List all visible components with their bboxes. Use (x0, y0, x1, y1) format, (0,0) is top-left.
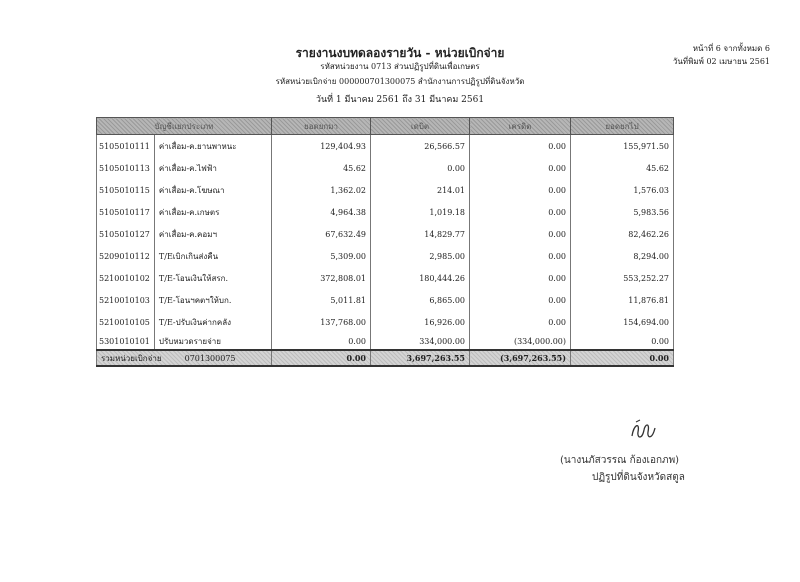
account-name: T/E-โอนฯคตฯให้บก. (154, 289, 271, 311)
credit-value: 0.00 (470, 201, 571, 223)
brought-forward-value: 372,808.01 (272, 267, 371, 289)
account-name: ค่าเสื่อม-ค.โฆษณา (154, 179, 271, 201)
account-name: T/E-ปรับเงินค่ากคลัง (154, 311, 271, 333)
total-brought-forward: 0.00 (272, 350, 371, 366)
account-name: ค่าเสื่อม-ค.ยานพาหนะ (154, 135, 271, 158)
brought-forward-value: 4,964.38 (272, 201, 371, 223)
table-row (97, 157, 674, 179)
table-header-row (97, 118, 674, 135)
carried-forward-value: 154,694.00 (571, 311, 674, 333)
debit-value: 14,829.77 (371, 223, 470, 245)
total-label-cell (97, 350, 272, 366)
total-label: รวมหน่วยเบิกจ่าย (101, 353, 162, 363)
total-row (97, 350, 674, 366)
account-code: 5210010103 (97, 289, 155, 311)
table-row (97, 201, 674, 223)
account-name: ค่าเสื่อม-ค.ไฟฟ้า (154, 157, 271, 179)
account-name: ค่าเสื่อม-ค.เกษตร (154, 201, 271, 223)
account-code: 5210010102 (97, 267, 155, 289)
account-code: 5301010101 (97, 333, 155, 350)
account-name: T/E-โอนเงินให้สรก. (154, 267, 271, 289)
carried-forward-value: 45.62 (571, 157, 674, 179)
trial-balance-table (96, 117, 674, 367)
signatory-name: (นางนภัสวรรณ ก้องเอกภพ) (560, 455, 680, 466)
debit-value: 1,019.18 (371, 201, 470, 223)
credit-value: 0.00 (470, 223, 571, 245)
debit-value: 214.01 (371, 179, 470, 201)
account-name: ปรับหมวดรายจ่าย (154, 333, 271, 350)
account-code: 5105010111 (97, 135, 155, 158)
brought-forward-value: 5,309.00 (272, 245, 371, 267)
header-credit: เครดิต (470, 118, 571, 135)
brought-forward-value: 5,011.81 (272, 289, 371, 311)
header-debit: เดบิต (371, 118, 470, 135)
table-row (97, 267, 674, 289)
brought-forward-value: 0.00 (272, 333, 371, 350)
date-range-line: วันที่ 1 มีนาคม 2561 ถึง 31 มีนาคม 2561 (315, 95, 485, 105)
table-row (97, 135, 674, 158)
brought-forward-value: 45.62 (272, 157, 371, 179)
debit-value: 334,000.00 (371, 333, 470, 350)
credit-value: 0.00 (470, 267, 571, 289)
debit-value: 16,926.00 (371, 311, 470, 333)
table-row (97, 179, 674, 201)
carried-forward-value: 82,462.26 (571, 223, 674, 245)
header-carried-forward: ยอดยกไป (571, 118, 674, 135)
carried-forward-value: 1,576.03 (571, 179, 674, 201)
carried-forward-value: 0.00 (571, 333, 674, 350)
account-code: 5210010105 (97, 311, 155, 333)
carried-forward-value: 11,876.81 (571, 289, 674, 311)
table-row (97, 311, 674, 333)
carried-forward-value: 553,252.27 (571, 267, 674, 289)
brought-forward-value: 1,362.02 (272, 179, 371, 201)
table-row (97, 245, 674, 267)
header-brought-forward: ยอดยกมา (272, 118, 371, 135)
debit-value: 180,444.26 (371, 267, 470, 289)
credit-value: 0.00 (470, 135, 571, 158)
total-unit-code: 0701300075 (184, 353, 236, 363)
total-debit: 3,697,263.55 (371, 350, 470, 366)
report-title: รายงานงบทดลองรายวัน - หน่วยเบิกจ่าย (295, 46, 505, 60)
header-account: บัญชีแยกประเภท (97, 118, 272, 135)
credit-value: 0.00 (470, 311, 571, 333)
carried-forward-value: 8,294.00 (571, 245, 674, 267)
brought-forward-value: 137,768.00 (272, 311, 371, 333)
brought-forward-value: 129,404.93 (272, 135, 371, 158)
brought-forward-value: 67,632.49 (272, 223, 371, 245)
debit-value: 0.00 (371, 157, 470, 179)
debit-value: 2,985.00 (371, 245, 470, 267)
account-code: 5105010113 (97, 157, 155, 179)
table-row (97, 333, 674, 350)
account-code: 5209010112 (97, 245, 155, 267)
account-name: ค่าเสื่อม-ค.คอมฯ (154, 223, 271, 245)
total-carried-forward: 0.00 (571, 350, 674, 366)
credit-value: 0.00 (470, 157, 571, 179)
credit-value: 0.00 (470, 245, 571, 267)
account-code: 5105010117 (97, 201, 155, 223)
table-row (97, 223, 674, 245)
account-code: 5105010115 (97, 179, 155, 201)
debit-value: 6,865.00 (371, 289, 470, 311)
account-code: 5105010127 (97, 223, 155, 245)
total-credit: (3,697,263.55) (470, 350, 571, 366)
credit-value: (334,000.00) (470, 333, 571, 350)
account-name: T/Eเบิกเกินส่งคืน (154, 245, 271, 267)
debit-value: 26,566.57 (371, 135, 470, 158)
agency-code-line: รหัสหน่วยงาน 0713 ส่วนปฏิรูปที่ดินเพื่อเกษตร (320, 62, 480, 71)
disbursement-unit-line: รหัสหน่วยเบิกจ่าย 000000701300075 สำนักงานการปฏิรูปที่ดินจังหวัด (275, 77, 525, 86)
credit-value: 0.00 (470, 179, 571, 201)
carried-forward-value: 155,971.50 (571, 135, 674, 158)
signature-scribble (628, 418, 658, 444)
table-row (97, 289, 674, 311)
carried-forward-value: 5,983.56 (571, 201, 674, 223)
credit-value: 0.00 (470, 289, 571, 311)
page-info (660, 42, 770, 68)
print-date: วันที่พิมพ์ 02 เมษายน 2561 (672, 57, 770, 66)
page-number: หน้าที่ 6 จากทั้งหมด 6 (692, 44, 770, 53)
signatory-position: ปฏิรูปที่ดินจังหวัดสตูล (592, 472, 685, 483)
